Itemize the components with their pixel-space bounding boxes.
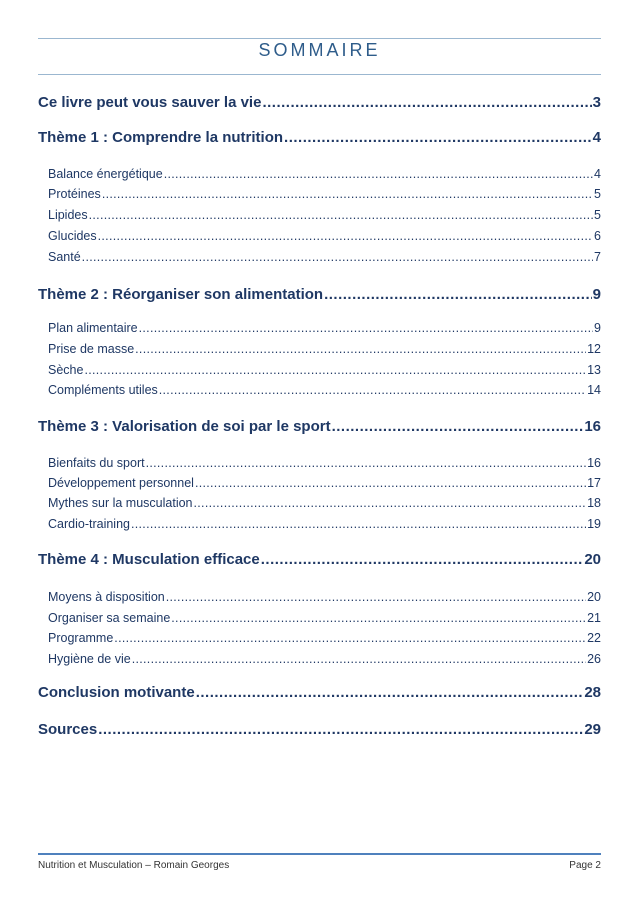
toc-section-entry[interactable]: [48, 611, 601, 625]
toc-dot-leader: [114, 631, 586, 645]
toc-chapter-entry[interactable]: [38, 551, 601, 568]
toc-entry-page-number: 4: [592, 129, 601, 146]
toc-chapter-entry[interactable]: [38, 129, 601, 146]
toc-entry-page-number: 5: [594, 208, 601, 222]
toc-dot-leader: [166, 590, 586, 604]
toc-entry-label: Plan alimentaire: [48, 321, 138, 335]
toc-entry-page-number: 9: [592, 286, 601, 303]
toc-entry-page-number: 7: [594, 250, 601, 264]
toc-entry-label: Sèche: [48, 363, 84, 377]
toc-entry-label: Moyens à disposition: [48, 590, 165, 604]
footer-rule: [38, 853, 601, 855]
toc-entry-page-number: 13: [587, 363, 601, 377]
toc-section-entry[interactable]: [48, 383, 601, 397]
toc-entry-label: Sources: [38, 721, 98, 738]
toc-dot-leader: [261, 551, 584, 568]
toc-entry-label: Thème 3 : Valorisation de soi par le sport: [38, 418, 331, 435]
toc-entry-label: Conclusion motivante: [38, 684, 195, 701]
toc-chapter-entry[interactable]: [38, 94, 601, 111]
toc-dot-leader: [98, 721, 583, 738]
header-bottom-rule: [38, 74, 601, 75]
toc-dot-leader: [262, 94, 591, 111]
toc-section-entry[interactable]: [48, 229, 601, 243]
toc-dot-leader: [131, 517, 586, 531]
toc-section-entry[interactable]: [48, 167, 601, 181]
toc-dot-leader: [332, 418, 584, 435]
toc-dot-leader: [82, 250, 593, 264]
toc-entry-page-number: 19: [587, 517, 601, 531]
toc-chapter-entry[interactable]: [38, 684, 601, 701]
toc-dot-leader: [132, 652, 586, 666]
toc-dot-leader: [324, 286, 592, 303]
toc-section-entry[interactable]: [48, 590, 601, 604]
toc-entry-label: Glucides: [48, 229, 97, 243]
toc-entry-page-number: 21: [587, 611, 601, 625]
toc-entry-label: Hygiène de vie: [48, 652, 131, 666]
toc-entry-page-number: 22: [587, 631, 601, 645]
toc-dot-leader: [135, 342, 586, 356]
toc-chapter-entry[interactable]: [38, 721, 601, 738]
toc-entry-page-number: 29: [584, 721, 601, 738]
toc-entry-page-number: 18: [587, 496, 601, 510]
toc-section-entry[interactable]: [48, 456, 601, 470]
toc-entry-page-number: 16: [584, 418, 601, 435]
toc-dot-leader: [89, 208, 593, 222]
toc-entry-label: Balance énergétique: [48, 167, 163, 181]
toc-section-entry[interactable]: [48, 476, 601, 490]
toc-section-entry[interactable]: [48, 187, 601, 201]
page-title: SOMMAIRE: [258, 40, 381, 60]
toc-entry-label: Santé: [48, 250, 81, 264]
toc-entry-label: Thème 2 : Réorganiser son alimentation: [38, 286, 324, 303]
toc-entry-page-number: 4: [594, 167, 601, 181]
toc-dot-leader: [171, 611, 586, 625]
toc-entry-page-number: 5: [594, 187, 601, 201]
toc-entry-page-number: 12: [587, 342, 601, 356]
toc-section-entry[interactable]: [48, 652, 601, 666]
toc-entry-page-number: 3: [592, 94, 601, 111]
toc-entry-page-number: 16: [587, 456, 601, 470]
toc-entry-label: Développement personnel: [48, 476, 194, 490]
toc-dot-leader: [159, 383, 586, 397]
toc-dot-leader: [284, 129, 592, 146]
toc-dot-leader: [194, 496, 587, 510]
toc-entry-page-number: 17: [587, 476, 601, 490]
toc-entry-label: Cardio-training: [48, 517, 130, 531]
toc-section-entry[interactable]: [48, 342, 601, 356]
toc-entry-label: Thème 1 : Comprendre la nutrition: [38, 129, 284, 146]
toc-entry-label: Protéines: [48, 187, 101, 201]
toc-entry-label: Lipides: [48, 208, 88, 222]
toc-section-entry[interactable]: [48, 363, 601, 377]
toc-entry-page-number: 20: [584, 551, 601, 568]
toc-entry-label: Mythes sur la musculation: [48, 496, 193, 510]
toc-chapter-entry[interactable]: [38, 418, 601, 435]
toc-entry-label: Ce livre peut vous sauver la vie: [38, 94, 262, 111]
toc-section-entry[interactable]: [48, 208, 601, 222]
toc-dot-leader: [146, 456, 587, 470]
toc-entry-label: Bienfaits du sport: [48, 456, 145, 470]
toc-section-entry[interactable]: [48, 321, 601, 335]
header-top-rule: [38, 38, 601, 39]
toc-dot-leader: [98, 229, 593, 243]
toc-entry-label: Prise de masse: [48, 342, 135, 356]
toc-entry-page-number: 28: [584, 684, 601, 701]
toc-entry-page-number: 14: [587, 383, 601, 397]
toc-section-entry[interactable]: [48, 517, 601, 531]
toc-dot-leader: [164, 167, 593, 181]
toc-entry-page-number: 9: [594, 321, 601, 335]
toc-section-entry[interactable]: [48, 250, 601, 264]
toc-dot-leader: [139, 321, 593, 335]
toc-entry-label: Programme: [48, 631, 114, 645]
page-footer: [38, 860, 601, 871]
toc-section-entry[interactable]: [48, 496, 601, 510]
toc-section-entry[interactable]: [48, 631, 601, 645]
toc-entry-label: Thème 4 : Musculation efficace: [38, 551, 260, 568]
toc-entry-page-number: 26: [587, 652, 601, 666]
toc-dot-leader: [102, 187, 593, 201]
toc-entry-page-number: 20: [587, 590, 601, 604]
toc-entry-label: Compléments utiles: [48, 383, 158, 397]
toc-entry-page-number: 6: [594, 229, 601, 243]
footer-title: Nutrition et Musculation – Romain Georges: [38, 860, 230, 871]
toc-entry-label: Organiser sa semaine: [48, 611, 171, 625]
toc-dot-leader: [196, 684, 584, 701]
toc-chapter-entry[interactable]: [38, 286, 601, 303]
toc-dot-leader: [195, 476, 586, 490]
footer-page-number: Page 2: [569, 860, 601, 871]
toc-dot-leader: [84, 363, 586, 377]
